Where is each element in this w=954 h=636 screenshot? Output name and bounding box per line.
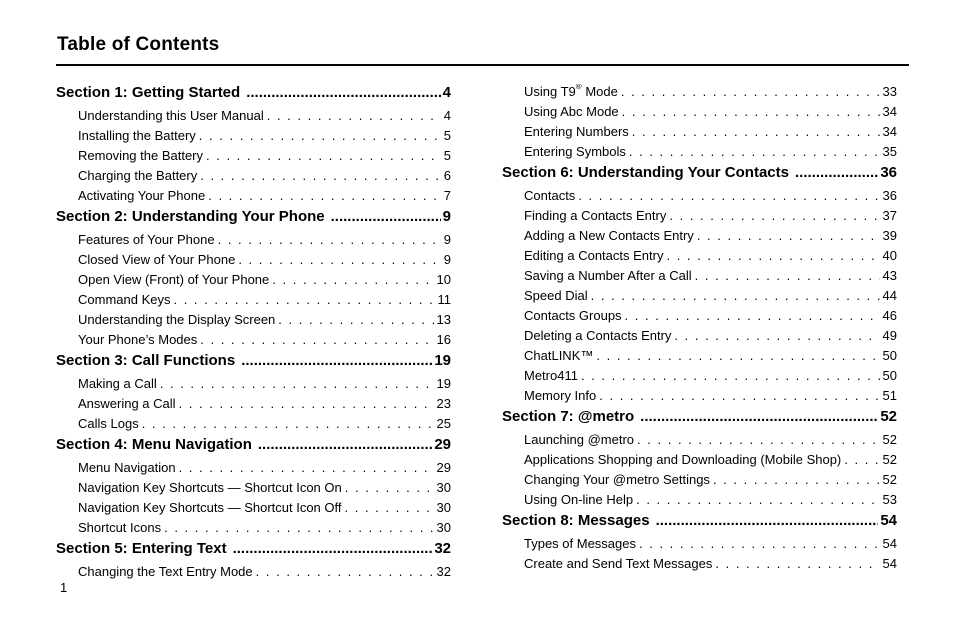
toc-page-number: 32 xyxy=(436,564,451,579)
dot-leader xyxy=(200,332,433,347)
toc-entry[interactable] xyxy=(56,108,451,128)
toc-section-entry[interactable] xyxy=(502,408,897,430)
toc-entry-title: Using On-line Help xyxy=(524,492,634,507)
dot-leader xyxy=(581,368,880,383)
toc-page-number: 19 xyxy=(434,352,451,369)
toc-entry[interactable] xyxy=(502,556,897,576)
dot-leader xyxy=(160,376,434,391)
dot-leader xyxy=(267,108,441,123)
toc-page-number: 29 xyxy=(434,436,451,453)
dot-leader xyxy=(331,208,441,225)
toc-page-number: 35 xyxy=(882,144,897,159)
toc-entry-title: Types of Messages xyxy=(524,536,636,551)
toc-entry[interactable] xyxy=(502,308,897,328)
toc-page-number: 39 xyxy=(882,228,897,243)
toc-page-number: 5 xyxy=(443,128,451,143)
dot-leader xyxy=(625,308,880,323)
title-rule xyxy=(56,64,909,66)
toc-entry-title: Shortcut Icons xyxy=(78,520,162,535)
toc-entry[interactable] xyxy=(502,248,897,268)
toc-page-number: 5 xyxy=(443,148,451,163)
toc-entry[interactable] xyxy=(56,396,451,416)
toc-page-number: 44 xyxy=(882,288,897,303)
toc-page-number: 34 xyxy=(882,124,897,139)
toc-entry[interactable] xyxy=(502,288,897,308)
dot-leader xyxy=(208,188,441,203)
dot-leader xyxy=(621,84,880,99)
dot-leader xyxy=(666,248,879,263)
toc-section-title: Section 8: Messages xyxy=(502,512,650,529)
toc-entry-title: Create and Send Text Messages xyxy=(524,556,713,571)
toc-page-number: 50 xyxy=(882,348,897,363)
toc-page-number: 30 xyxy=(436,480,451,495)
dot-leader xyxy=(591,288,880,303)
toc-entry-title: Saving a Number After a Call xyxy=(524,268,692,283)
toc-entry[interactable] xyxy=(56,168,451,188)
page-number: 1 xyxy=(60,580,68,595)
dot-leader xyxy=(795,164,878,181)
toc-entry-title: Entering Numbers xyxy=(524,124,629,139)
toc-section-title: Section 5: Entering Text xyxy=(56,540,227,557)
toc-entry[interactable] xyxy=(56,252,451,272)
toc-entry-title: Deleting a Contacts Entry xyxy=(524,328,672,343)
toc-page-number: 52 xyxy=(882,472,897,487)
dot-leader xyxy=(173,292,434,307)
toc-entry-title: Charging the Battery xyxy=(78,168,198,183)
toc-page-number: 32 xyxy=(434,540,451,557)
toc-section-title: Section 1: Getting Started xyxy=(56,84,241,101)
dot-leader xyxy=(241,352,432,369)
toc-page-number: 51 xyxy=(882,388,897,403)
toc-entry[interactable] xyxy=(502,268,897,288)
toc-entry-title: Open View (Front) of Your Phone xyxy=(78,272,270,287)
toc-entry[interactable] xyxy=(502,432,897,452)
dot-leader xyxy=(246,84,440,101)
toc-page-number: 16 xyxy=(436,332,451,347)
toc-section-entry[interactable] xyxy=(56,540,451,562)
toc-section-entry[interactable] xyxy=(56,352,451,374)
toc-page-number: 30 xyxy=(436,500,451,515)
toc-page-number: 9 xyxy=(442,208,451,225)
dot-leader xyxy=(599,388,879,403)
toc-entry[interactable] xyxy=(56,188,451,208)
toc-page-number: 53 xyxy=(882,492,897,507)
dot-leader xyxy=(238,252,440,267)
page-title: Table of Contents xyxy=(57,34,220,55)
toc-entry[interactable] xyxy=(56,148,451,168)
toc-entry[interactable] xyxy=(502,472,897,492)
toc-entry-title: ChatLINK™ xyxy=(524,348,594,363)
toc-section-title: Section 7: @metro xyxy=(502,408,635,425)
dot-leader xyxy=(674,328,879,343)
toc-section-entry[interactable] xyxy=(56,436,451,458)
toc-entry-title: Understanding the Display Screen xyxy=(78,312,276,327)
dot-leader xyxy=(179,396,434,411)
toc-entry-title: Features of Your Phone xyxy=(78,232,215,247)
dot-leader xyxy=(669,208,879,223)
toc-section-entry[interactable] xyxy=(56,84,451,106)
dot-leader xyxy=(715,556,879,571)
toc-page-number: 52 xyxy=(880,408,897,425)
toc-entry[interactable] xyxy=(502,368,897,388)
dot-leader xyxy=(258,436,432,453)
dot-leader xyxy=(640,408,878,425)
toc-page-number: 54 xyxy=(882,556,897,571)
toc-entry-title: Calls Logs xyxy=(78,416,139,431)
toc-entry-title: Adding a New Contacts Entry xyxy=(524,228,694,243)
toc-entry-title: Understanding this User Manual xyxy=(78,108,264,123)
toc-entry-title: Command Keys xyxy=(78,292,171,307)
dot-leader xyxy=(844,452,879,467)
dot-leader xyxy=(639,536,880,551)
toc-entry[interactable] xyxy=(502,208,897,228)
toc-entry[interactable] xyxy=(502,536,897,556)
dot-leader xyxy=(256,564,434,579)
toc-entry[interactable] xyxy=(502,84,897,104)
toc-entry[interactable] xyxy=(56,332,451,352)
dot-leader xyxy=(218,232,441,247)
toc-entry[interactable] xyxy=(56,564,451,584)
toc-entry[interactable] xyxy=(502,492,897,512)
toc-page-number: 6 xyxy=(443,168,451,183)
toc-page-number: 10 xyxy=(436,272,451,287)
toc-entry-title: Making a Call xyxy=(78,376,157,391)
toc-page-number: 54 xyxy=(880,512,897,529)
dot-leader xyxy=(636,492,879,507)
toc-entry-title: Answering a Call xyxy=(78,396,176,411)
dot-leader xyxy=(272,272,433,287)
toc-entry-title: Memory Info xyxy=(524,388,597,403)
toc-page-number: 25 xyxy=(436,416,451,431)
dot-leader xyxy=(142,416,434,431)
registered-mark: ® xyxy=(575,84,582,91)
toc-page-number: 19 xyxy=(436,376,451,391)
toc-section-title: Section 4: Menu Navigation xyxy=(56,436,252,453)
toc-page-number: 30 xyxy=(436,520,451,535)
toc-left-column xyxy=(56,84,451,584)
toc-page-number: 4 xyxy=(443,108,451,123)
toc-entry[interactable] xyxy=(502,452,897,472)
toc-page-number: 50 xyxy=(882,368,897,383)
dot-leader xyxy=(206,148,441,163)
toc-entry-title: Launching @metro xyxy=(524,432,635,447)
toc-entry[interactable] xyxy=(56,520,451,540)
dot-leader xyxy=(578,188,879,203)
dot-leader xyxy=(164,520,433,535)
toc-entry-title: Using Abc Mode xyxy=(524,104,619,119)
toc-entry[interactable] xyxy=(56,460,451,480)
toc-entry[interactable] xyxy=(56,500,451,520)
toc-page-number: 43 xyxy=(882,268,897,283)
toc-right-column xyxy=(502,84,897,576)
toc-entry-title: Applications Shopping and Downloading (Mobile Shop) xyxy=(524,452,842,467)
toc-page-number: 33 xyxy=(882,84,897,99)
toc-entry[interactable] xyxy=(56,272,451,292)
toc-page-number: 40 xyxy=(882,248,897,263)
toc-entry-title: Metro411 xyxy=(524,368,578,383)
toc-entry-title: Your Phone’s Modes xyxy=(78,332,198,347)
toc-entry-title: Contacts xyxy=(524,188,576,203)
toc-entry-title: Changing Your @metro Settings xyxy=(524,472,710,487)
toc-entry-title: Editing a Contacts Entry xyxy=(524,248,664,263)
toc-entry-title: Using T9® Mode xyxy=(524,84,618,99)
toc-entry-title: Finding a Contacts Entry xyxy=(524,208,667,223)
toc-page-number: 36 xyxy=(880,164,897,181)
toc-entry[interactable] xyxy=(502,144,897,164)
toc-section-entry[interactable] xyxy=(502,512,897,534)
toc-entry-title: Changing the Text Entry Mode xyxy=(78,564,253,579)
toc-entry[interactable] xyxy=(56,416,451,436)
dot-leader xyxy=(179,460,434,475)
toc-entry[interactable] xyxy=(502,348,897,368)
toc-page-number: 49 xyxy=(882,328,897,343)
toc-entry-title: Navigation Key Shortcuts — Shortcut Icon Off xyxy=(78,500,342,515)
dot-leader xyxy=(637,432,879,447)
toc-entry-title: Installing the Battery xyxy=(78,128,196,143)
dot-leader xyxy=(695,268,880,283)
toc-entry[interactable] xyxy=(502,188,897,208)
toc-page-number: 52 xyxy=(882,432,897,447)
toc-entry[interactable] xyxy=(56,480,451,500)
toc-page-number: 23 xyxy=(436,396,451,411)
toc-page-number: 13 xyxy=(436,312,451,327)
toc-page-number: 9 xyxy=(443,252,451,267)
dot-leader xyxy=(233,540,433,557)
toc-section-entry[interactable] xyxy=(502,164,897,186)
toc-entry-title: Contacts Groups xyxy=(524,308,622,323)
dot-leader xyxy=(278,312,433,327)
dot-leader xyxy=(629,144,880,159)
toc-section-title: Section 6: Understanding Your Contacts xyxy=(502,164,789,181)
toc-page-number: 34 xyxy=(882,104,897,119)
dot-leader xyxy=(697,228,880,243)
toc-entry-title: Navigation Key Shortcuts — Shortcut Icon On xyxy=(78,480,342,495)
toc-entry-title: Speed Dial xyxy=(524,288,588,303)
dot-leader xyxy=(632,124,880,139)
toc-entry[interactable] xyxy=(502,388,897,408)
toc-page-number: 11 xyxy=(437,292,451,307)
toc-page-number: 37 xyxy=(882,208,897,223)
toc-page-number: 36 xyxy=(882,188,897,203)
toc-entry[interactable] xyxy=(56,128,451,148)
dot-leader xyxy=(200,168,441,183)
dot-leader xyxy=(596,348,879,363)
toc-entry[interactable] xyxy=(502,124,897,144)
toc-page-number: 4 xyxy=(442,84,451,101)
dot-leader xyxy=(345,500,434,515)
toc-entry[interactable] xyxy=(56,292,451,312)
toc-entry[interactable] xyxy=(56,312,451,332)
toc-page-number: 29 xyxy=(436,460,451,475)
toc-entry[interactable] xyxy=(56,376,451,396)
toc-page-number: 54 xyxy=(882,536,897,551)
toc-entry-title: Activating Your Phone xyxy=(78,188,206,203)
dot-leader xyxy=(713,472,880,487)
toc-section-entry[interactable] xyxy=(56,208,451,230)
toc-entry-title: Closed View of Your Phone xyxy=(78,252,236,267)
dot-leader xyxy=(622,104,880,119)
toc-entry[interactable] xyxy=(502,104,897,124)
toc-page-number: 46 xyxy=(882,308,897,323)
dot-leader xyxy=(345,480,434,495)
toc-page-number: 9 xyxy=(443,232,451,247)
toc-entry-title: Entering Symbols xyxy=(524,144,626,159)
dot-leader xyxy=(199,128,441,143)
dot-leader xyxy=(656,512,879,529)
toc-entry[interactable] xyxy=(56,232,451,252)
toc-entry-title: Removing the Battery xyxy=(78,148,204,163)
toc-section-title: Section 3: Call Functions xyxy=(56,352,236,369)
toc-page-number: 7 xyxy=(443,188,451,203)
toc-entry[interactable] xyxy=(502,228,897,248)
toc-entry[interactable] xyxy=(502,328,897,348)
toc-page-number: 52 xyxy=(882,452,897,467)
toc-entry-title: Menu Navigation xyxy=(78,460,176,475)
toc-section-title: Section 2: Understanding Your Phone xyxy=(56,208,325,225)
